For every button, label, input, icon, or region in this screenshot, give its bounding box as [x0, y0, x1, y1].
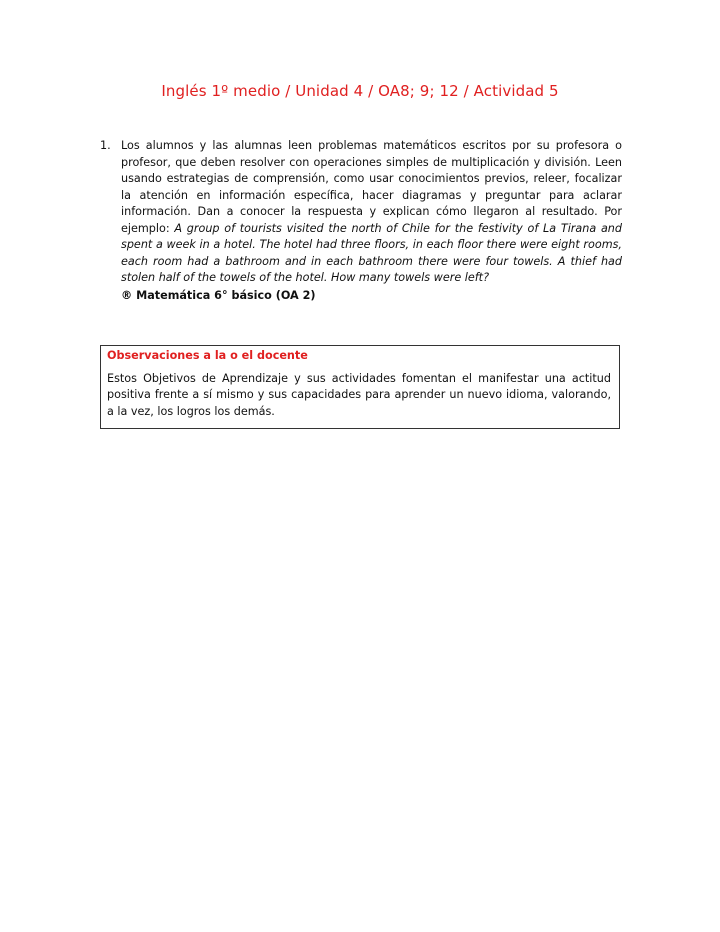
notes-title: Observaciones a la o el docente [107, 349, 308, 362]
activity-item [100, 138, 622, 304]
activity-example: A group of tourists visited the north of Chile for the festivity of La Tirana and spent a week in a hotel. The hotel had three floors, in each floor there were eight rooms, each room had a bathroom and in each bathroom there were four towels. A thief had stolen half of the towels of the hotel. How many towels were left? [121, 221, 623, 284]
activity-reference: ® Matemática 6° básico (OA 2) [121, 288, 316, 302]
activity-body [121, 138, 622, 287]
notes-text: Estos Objetivos de Aprendizaje y sus actividades fomentan el manifestar una actitud positiva frente a sí mismo y sus capacidades para aprender un nuevo idioma, valorando, a la vez, los logros los demás. [107, 371, 611, 418]
activity-number: 1. [100, 139, 111, 152]
activity-intro: Los alumnos y las alumnas leen problemas matemáticos escritos por su profesora o profesor, que deben resolver con operaciones simples de multiplicación y división. Leen usando estrategias de comprensión, como usar conocimientos previos, releer, focalizar la atención en información específica, hacer diagramas y preguntar para aclarar información. Dan a conocer la respuesta y explican cómo llegaron al resultado. Por ejemplo: [121, 139, 622, 235]
teacher-notes-box [100, 345, 620, 429]
page-title: Inglés 1º medio / Unidad 4 / OA8; 9; 12 / Actividad 5 [161, 82, 559, 100]
